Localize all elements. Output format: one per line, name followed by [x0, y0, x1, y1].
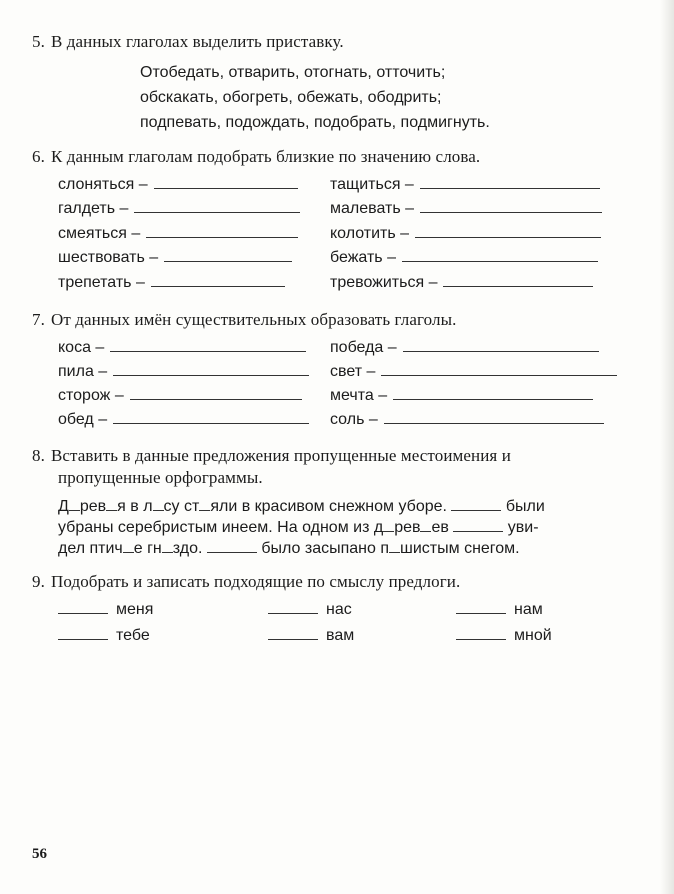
answer-line[interactable] — [402, 249, 598, 262]
task6-right-row-4: бежать – — [330, 248, 598, 268]
task8-text-line-1: Д рев я в л су ст яли в красивом снежном уборе. были — [58, 498, 545, 515]
task8-text-line-3: дел птич е гн здо. было засыпано п шистым снегом. — [58, 540, 520, 557]
gap[interactable] — [106, 496, 117, 511]
task7-left-row-2: пила – — [58, 362, 309, 382]
task6-right-row-2: малевать – — [330, 199, 602, 219]
gap[interactable] — [199, 496, 210, 511]
gap[interactable] — [453, 517, 503, 532]
task6-left-row-5: трепетать – — [58, 273, 285, 293]
task6-right-row-5: тревожиться – — [330, 273, 593, 293]
task6-left-row-3: смеяться – — [58, 224, 298, 244]
page-number: 56 — [32, 846, 47, 862]
answer-line[interactable] — [268, 601, 318, 614]
task6-title: 6. К данным глаголам подобрать близкие по значению слова. — [32, 147, 481, 166]
task7-left-row-4: обед – — [58, 410, 309, 430]
gap[interactable] — [389, 538, 400, 553]
answer-line[interactable] — [381, 363, 617, 376]
gap[interactable] — [383, 517, 394, 532]
gap[interactable] — [123, 538, 134, 553]
answer-line[interactable] — [110, 339, 306, 352]
page-edge-shadow — [660, 0, 674, 894]
task7-left-row-3: сторож – — [58, 386, 302, 406]
gap[interactable] — [451, 496, 501, 511]
gap[interactable] — [207, 538, 257, 553]
answer-line[interactable] — [456, 601, 506, 614]
task7-right-row-4: соль – — [330, 410, 604, 430]
answer-line[interactable] — [58, 601, 108, 614]
answer-line[interactable] — [146, 225, 298, 238]
answer-line[interactable] — [420, 200, 602, 213]
task5-line-2: обскакать, обогреть, обежать, ободрить; — [140, 89, 442, 106]
answer-line[interactable] — [268, 627, 318, 640]
answer-line[interactable] — [420, 176, 600, 189]
answer-line[interactable] — [456, 627, 506, 640]
task8-title-line-1: 8. Вставить в данные предложения пропущенные местоимения и — [32, 446, 511, 465]
task7-right-row-2: свет – — [330, 362, 617, 382]
task9-row2-col3: мной — [456, 626, 552, 646]
answer-line[interactable] — [134, 200, 300, 213]
task5-line-3: подпевать, подождать, подобрать, подмигнуть. — [140, 114, 490, 131]
task6-left-row-2: галдеть – — [58, 199, 300, 219]
answer-line[interactable] — [443, 274, 593, 287]
answer-line[interactable] — [58, 627, 108, 640]
task9-row2-col1: тебе — [58, 626, 150, 646]
task8-text-line-2: убраны серебристым инеем. На одном из д рев ев уви- — [58, 519, 539, 536]
task7-left-row-1: коса – — [58, 338, 306, 358]
task6-right-row-3: колотить – — [330, 224, 601, 244]
answer-line[interactable] — [113, 363, 309, 376]
answer-line[interactable] — [403, 339, 599, 352]
gap[interactable] — [162, 538, 173, 553]
gap[interactable] — [69, 496, 80, 511]
task6-left-row-1: слоняться – — [58, 175, 298, 195]
task8-title-line-2: пропущенные орфограммы. — [58, 468, 263, 487]
answer-line[interactable] — [393, 387, 593, 400]
task9-row1-col3: нам — [456, 600, 543, 620]
answer-line[interactable] — [113, 411, 309, 424]
task9-title: 9. Подобрать и записать подходящие по смыслу предлоги. — [32, 572, 461, 591]
answer-line[interactable] — [154, 176, 298, 189]
task6-left-row-4: шествовать – — [58, 248, 292, 268]
answer-line[interactable] — [151, 274, 285, 287]
gap[interactable] — [153, 496, 164, 511]
task6-right-row-1: тащиться – — [330, 175, 600, 195]
task9-row2-col2: вам — [268, 626, 354, 646]
answer-line[interactable] — [415, 225, 601, 238]
answer-line[interactable] — [164, 249, 292, 262]
task9-row1-col1: меня — [58, 600, 153, 620]
task5-title: 5. В данных глаголах выделить приставку. — [32, 32, 344, 51]
task7-title: 7. От данных имён существительных образовать глаголы. — [32, 310, 457, 329]
task5-line-1: Отобедать, отварить, отогнать, отточить; — [140, 64, 446, 81]
gap[interactable] — [420, 517, 431, 532]
task9-row1-col2: нас — [268, 600, 352, 620]
answer-line[interactable] — [130, 387, 302, 400]
task7-right-row-1: победа – — [330, 338, 599, 358]
answer-line[interactable] — [384, 411, 604, 424]
task7-right-row-3: мечта – — [330, 386, 593, 406]
